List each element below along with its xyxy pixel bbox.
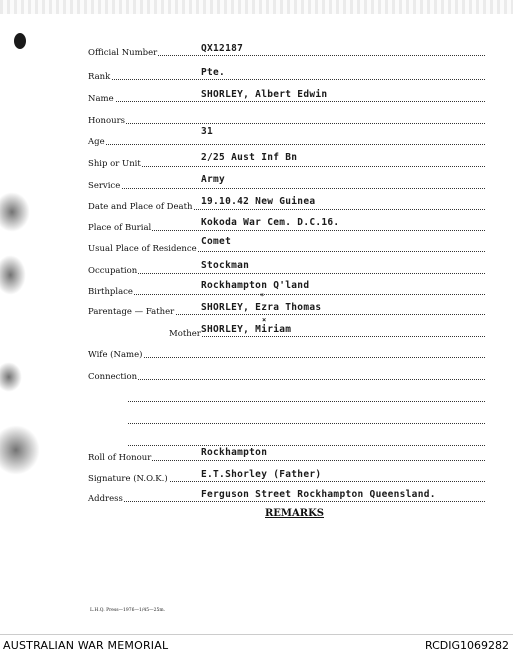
field-label: Ship or Unit xyxy=(88,159,141,169)
archive-name: AUSTRALIAN WAR MEMORIAL xyxy=(3,639,169,652)
field-label: Connection xyxy=(88,372,138,382)
field-label: Signature (N.O.K.) xyxy=(88,474,168,484)
field-usual-residence xyxy=(0,234,513,254)
field-label: Place of Burial xyxy=(88,223,152,233)
field-label: Honours xyxy=(88,116,126,126)
field-honours xyxy=(0,106,513,126)
field-value: E.T.Shorley (Father) xyxy=(201,469,322,480)
field-value: 19.10.42 New Guinea xyxy=(201,196,316,207)
field-value: Rockhampton Q'land xyxy=(201,280,310,291)
field-ship-or-unit xyxy=(0,149,513,169)
remarks-heading: REMARKS xyxy=(265,508,324,519)
field-label: Rank xyxy=(88,72,111,82)
field-occupation xyxy=(0,256,513,276)
dotted-line xyxy=(88,501,485,502)
field-value: SHORLEY, Albert Edwin xyxy=(201,89,328,100)
field-value: Comet xyxy=(201,236,232,247)
field-label: Service xyxy=(88,181,121,191)
field-value: 2/25 Aust Inf Bn xyxy=(201,152,298,163)
print-code: L.H.Q. Press—1976—1/45—25m. xyxy=(90,608,166,613)
field-rank xyxy=(0,62,513,82)
field-service xyxy=(0,171,513,191)
field-label: Mother xyxy=(169,329,201,339)
field-label: Roll of Honour xyxy=(88,453,152,463)
dotted-line xyxy=(88,123,485,124)
dotted-line xyxy=(169,336,485,337)
correction-mark: × xyxy=(262,316,267,324)
field-label: Address xyxy=(88,494,123,504)
field-label: Date and Place of Death xyxy=(88,202,193,212)
dotted-line xyxy=(88,273,485,274)
field-label: Wife (Name) xyxy=(88,350,143,360)
field-value: SHORLEY, Ezra Thomas xyxy=(201,302,322,313)
archive-caption-bar xyxy=(0,634,513,655)
field-value: SHORLEY, Miriam xyxy=(201,324,292,335)
field-parentage-father xyxy=(0,297,513,317)
dotted-line xyxy=(88,379,485,380)
field-address xyxy=(0,484,513,504)
field-value: Kokoda War Cem. D.C.16. xyxy=(201,217,340,228)
field-value: Army xyxy=(201,174,226,185)
dotted-line xyxy=(88,144,485,145)
field-value: Rockhampton xyxy=(201,447,268,458)
dotted-line xyxy=(88,188,485,189)
correction-mark: * xyxy=(260,292,265,300)
field-value: QX12187 xyxy=(201,43,244,54)
field-mother xyxy=(0,319,513,339)
dotted-line xyxy=(88,294,485,295)
dotted-line xyxy=(128,423,485,424)
field-official-number xyxy=(0,38,513,58)
field-value: Ferguson Street Rockhampton Queensland. xyxy=(201,489,436,500)
field-label: Occupation xyxy=(88,266,138,276)
dotted-line xyxy=(88,357,485,358)
field-signature-nok xyxy=(0,464,513,484)
dotted-line xyxy=(88,101,485,102)
field-label: Name xyxy=(88,94,114,104)
field-label: Birthplace xyxy=(88,287,133,297)
dotted-line xyxy=(128,445,485,446)
connection-blank-line xyxy=(0,406,513,426)
field-label: Parentage — Father xyxy=(88,307,175,317)
field-name xyxy=(0,84,513,104)
dotted-line xyxy=(128,401,485,402)
field-label: Age xyxy=(88,137,105,147)
dotted-line xyxy=(88,166,485,167)
field-value: Stockman xyxy=(201,260,250,271)
connection-blank-line xyxy=(0,384,513,404)
field-label: Usual Place of Residence xyxy=(88,244,197,254)
field-label: Official Number xyxy=(88,48,158,58)
field-date-place-death xyxy=(0,192,513,212)
field-value: Pte. xyxy=(201,67,226,78)
field-value: 31 xyxy=(201,126,214,137)
field-age xyxy=(0,127,513,147)
field-wife xyxy=(0,340,513,360)
scan-edge xyxy=(0,0,513,14)
archive-record-id: RCDIG1069282 xyxy=(424,639,509,652)
field-birthplace xyxy=(0,277,513,297)
field-connection xyxy=(0,362,513,382)
field-roll-of-honour xyxy=(0,443,513,463)
dotted-line xyxy=(88,79,485,80)
field-place-of-burial xyxy=(0,213,513,233)
